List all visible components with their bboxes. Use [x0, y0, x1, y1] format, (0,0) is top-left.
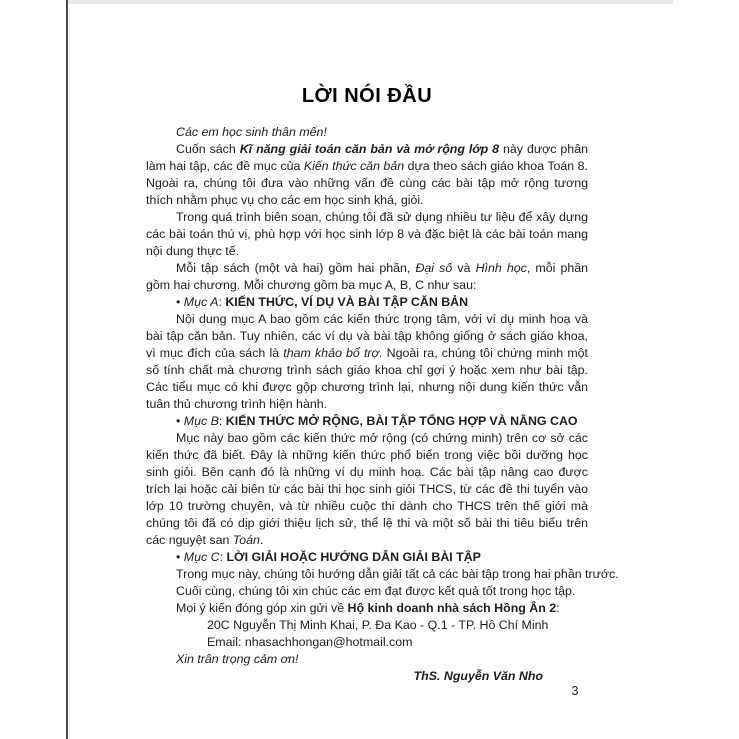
text-run: Hộ kinh doanh nhà sách Hồng Ân 2: [347, 601, 557, 615]
paragraph: [146, 430, 588, 549]
text-run: tham khảo bổ trợ: [283, 346, 380, 360]
text-run: .: [259, 533, 264, 547]
paragraph: [146, 668, 588, 685]
text-run: Xin trân trọng cảm ơn!: [176, 652, 299, 666]
text-run: ThS. Nguyễn Văn Nho: [413, 669, 543, 683]
text-run: này được phân làm hai tập, các đề mục của: [146, 142, 588, 173]
text-run: :: [218, 295, 226, 309]
text-run: . Ngoài ra, chúng tôi chứng minh một số tính chất mà chương trình sách giáo khoa chỉ gợi ý hoặc xem như bài tập. Các tiểu mục có khi được gộp chương trình lại, nhưng nội dung kiến thức vẫn tuân thủ chương trình hiện hành.: [146, 346, 588, 411]
scan-top-strip: [68, 0, 673, 4]
paragraph: [146, 124, 588, 141]
text-run: dựa theo sách giáo khoa Toán 8. Ngoài ra, chúng tôi đưa vào những vấn đề cùng các bài tập mở rộng tương thích nhằm phục vụ cho các em học sinh khá, giỏi.: [146, 159, 588, 207]
paragraph: [146, 600, 588, 617]
document-body: [146, 124, 619, 685]
text-run: Kĩ năng giải toán căn bản và mở rộng lớp 8: [239, 142, 500, 156]
paragraph: [146, 209, 588, 260]
text-run: Trong quá trình biên soạn, chúng tôi đã sử dụng nhiều tư liệu để xây dựng các bài toán thú vị, phù hợp với học sinh lớp 8 và đặc biệt là các bài toán mang nội dung thực tế.: [146, 210, 588, 258]
paragraph: [146, 141, 588, 209]
text-run: Mỗi tập sách (một và hai) gồm hai phần,: [176, 261, 416, 275]
paragraph: [146, 549, 588, 566]
paragraph: [146, 583, 588, 600]
text-run: Toán: [232, 533, 260, 547]
paragraph: [146, 294, 588, 311]
text-run: :: [556, 601, 560, 615]
paragraph: [146, 566, 619, 583]
text-run: Đại số: [415, 261, 453, 275]
text-run: Hình học: [475, 261, 527, 275]
paragraph: [146, 260, 588, 294]
text-run: •: [176, 414, 184, 428]
text-run: Kiến thức căn bản: [303, 159, 405, 173]
text-run: Cuốn sách: [176, 142, 240, 156]
text-run: LỜI GIẢI HOẶC HƯỚNG DẪN GIẢI BÀI TẬP: [226, 550, 481, 564]
text-run: Mục A: [183, 295, 219, 309]
text-run: Mục này bao gồm các kiến thức mở rộng (có chứng minh) trên cơ sở các kiến thức đã biết. Đây là những kiến thức phổ biến trong việc bồi dưỡng học sinh giỏi. Bên cạnh đó là những ví dụ minh hoạ. Các bài tập nâng cao được trích lại hoặc cải biên từ các bài thi học sinh giỏi THCS, từ các đề thi tuyển vào lớp 10 trường chuyên, và từ nhiều cuộc thi dành cho THCS trên thế giới mà chúng tôi đã có dịp giới thiệu lịch sử, thể lệ thi và một số bài thi tiêu biểu trên các nguyệt san: [146, 431, 588, 547]
page-title: LỜI NÓI ĐẦU: [301, 85, 433, 107]
text-run: Mục B: [183, 414, 219, 428]
page-number: 3: [571, 684, 579, 698]
text-run: •: [176, 295, 184, 309]
text-run: KIẾN THỨC MỞ RỘNG, BÀI TẬP TỔNG HỢP VÀ NÂNG CAO: [225, 414, 578, 428]
paragraph: [146, 311, 588, 413]
text-run: Các em học sinh thân mến!: [176, 125, 327, 139]
text-run: :: [219, 550, 227, 564]
text-run: Email: nhasachhongan@hotmail.com: [207, 635, 413, 649]
text-run: Mục C: [183, 550, 220, 564]
text-run: :: [218, 414, 226, 428]
text-run: Mọi ý kiến đóng góp xin gửi về: [176, 601, 348, 615]
page-edge-line: [66, 0, 68, 739]
text-run: •: [176, 550, 184, 564]
page-content: [146, 84, 619, 685]
paragraph: [146, 634, 588, 651]
text-run: và: [452, 261, 476, 275]
text-run: 20C Nguyễn Thị Minh Khai, P. Đa Kao - Q.1 - TP. Hồ Chí Minh: [207, 618, 549, 632]
text-run: Cuối cùng, chúng tôi xin chúc các em đạt được kết quả tốt trong học tập.: [176, 584, 576, 598]
text-run: Nội dung mục A bao gồm các kiến thức trọng tâm, với ví dụ minh hoạ và bài tập căn bản. Tuy nhiên, các ví dụ và bài tập không giống ở sách giáo khoa, vì mục đích của sách là: [146, 312, 588, 360]
paragraph: [146, 651, 588, 668]
paragraph: [146, 617, 588, 634]
text-run: KIẾN THỨC, VÍ DỤ VÀ BÀI TẬP CĂN BẢN: [225, 295, 469, 309]
text-run: , mỗi phần gồm hai chương. Mỗi chương gồm ba mục A, B, C như sau:: [146, 261, 589, 292]
text-run: Trong mục này, chúng tôi hướng dẫn giải tất cả các bài tập trong hai phần trước.: [176, 567, 619, 581]
paragraph: [146, 413, 588, 430]
